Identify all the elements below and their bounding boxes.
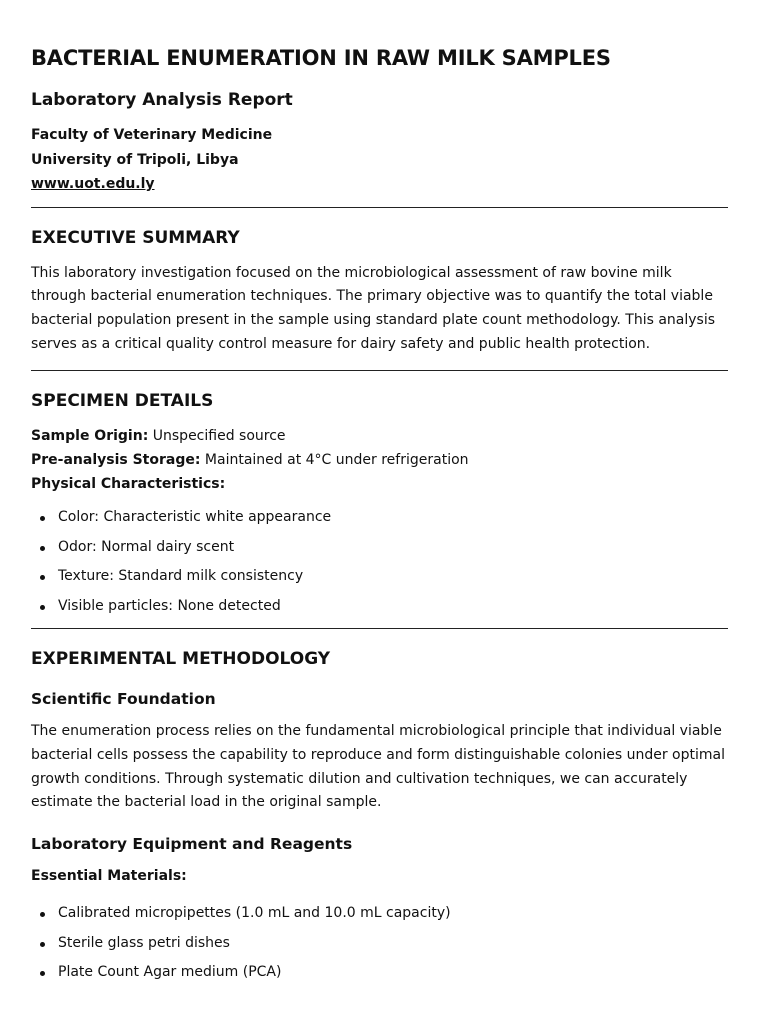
essential-materials-label: [31, 864, 728, 888]
list-item: Texture: Standard milk consistency: [31, 562, 728, 592]
organization-block: [31, 123, 728, 197]
storage-label: Pre-analysis Storage:: [31, 452, 201, 469]
methodology-heading: EXPERIMENTAL METHODOLOGY: [31, 649, 331, 670]
report-title: BACTERIAL ENUMERATION IN RAW MILK SAMPLES: [31, 46, 611, 70]
characteristics-list: [31, 503, 728, 621]
list-item: Calibrated micropipettes (1.0 mL and 10.0 mL capacity): [31, 899, 728, 929]
website-link[interactable]: www.uot.edu.ly: [31, 176, 155, 192]
scientific-foundation-text: The enumeration process relies on the fundamental microbiological principle that individual viable bacterial cells possess the capability to reproduce and form distinguishable colonies under optimal growth conditions. Through systematic dilution and cultivation techniques, we can accurately estimate the bacterial load in the original sample.: [31, 723, 725, 811]
specimen-details-heading: SPECIMEN DETAILS: [31, 391, 214, 412]
executive-summary-text: This laboratory investigation focused on the microbiological assessment of raw bovine milk through bacterial enumeration techniques. The primary objective was to quantify the total viable bacterial population present in the sample using standard plate count methodology. This analysis serves as a critical quality control measure for dairy safety and public health protection.: [31, 264, 716, 352]
divider: [31, 370, 728, 371]
scientific-foundation-heading: Scientific Foundation: [31, 690, 216, 709]
university-name: University of Tripoli, Libya: [31, 151, 239, 168]
list-item: Color: Characteristic white appearance: [31, 503, 728, 533]
sample-origin-label: Sample Origin:: [31, 428, 149, 445]
storage-field: [31, 448, 728, 472]
sample-origin-value: Unspecified source: [152, 428, 286, 445]
divider: [31, 628, 728, 629]
specimen-fields: [31, 424, 728, 496]
faculty-name: Faculty of Veterinary Medicine: [31, 127, 273, 143]
executive-summary-heading: EXECUTIVE SUMMARY: [31, 227, 240, 248]
essential-materials-label-text: Essential Materials:: [31, 868, 187, 885]
divider: [31, 207, 728, 208]
list-item: Sterile glass petri dishes: [31, 929, 728, 959]
list-item: Visible particles: None detected: [31, 592, 728, 622]
materials-list: [31, 899, 728, 988]
equipment-heading: Laboratory Equipment and Reagents: [31, 835, 353, 854]
sample-origin-field: [31, 424, 728, 448]
storage-value: Maintained at 4°C under refrigeration: [204, 452, 469, 469]
physical-characteristics-label: Physical Characteristics:: [31, 476, 226, 493]
report-subtitle: Laboratory Analysis Report: [31, 90, 293, 110]
list-item: Plate Count Agar medium (PCA): [31, 958, 728, 988]
physical-characteristics-field: [31, 472, 728, 496]
list-item: Odor: Normal dairy scent: [31, 533, 728, 563]
